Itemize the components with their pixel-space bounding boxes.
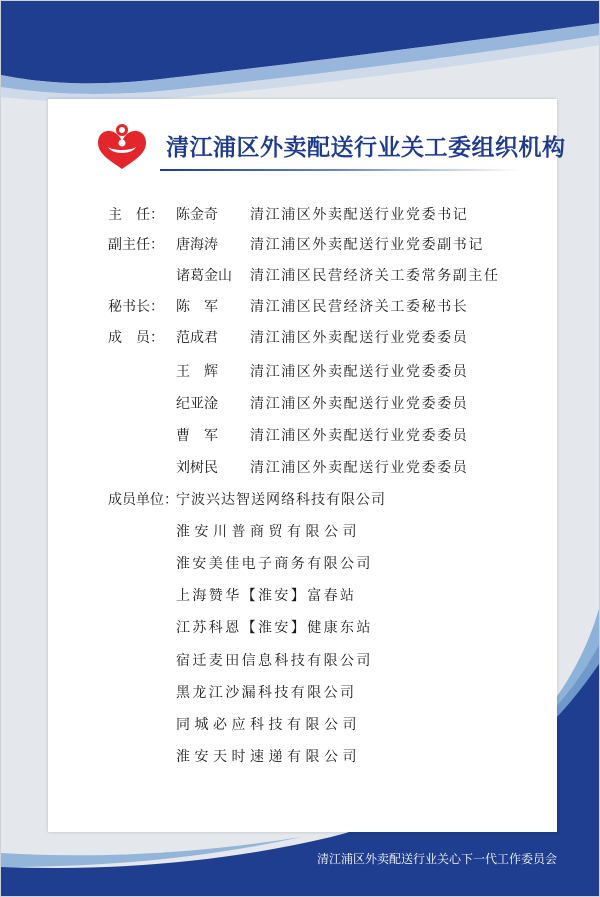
member-name: 陈金奇 [176, 207, 218, 223]
member-row [48, 393, 557, 415]
unit-row [48, 746, 557, 768]
member-unit: 上海赞华【淮安】富春站 [176, 588, 357, 604]
unit-row [48, 682, 557, 704]
unit-row [48, 489, 557, 511]
member-row [48, 234, 557, 256]
member-unit: 淮安美佳电子商务有限公司 [176, 556, 373, 572]
member-position: 清江浦区外卖配送行业党委委员 [250, 428, 469, 444]
unit-row [48, 553, 557, 575]
unit-row [48, 521, 557, 543]
member-position: 清江浦区外卖配送行业党委副书记 [250, 237, 484, 253]
member-position: 清江浦区外卖配送行业党委委员 [250, 364, 469, 380]
member-position: 清江浦区民营经济关工委秘书长 [250, 299, 469, 315]
unit-row [48, 617, 557, 639]
member-name: 唐海涛 [176, 237, 218, 253]
member-role: 成 员： [108, 330, 164, 346]
member-position: 清江浦区外卖配送行业党委委员 [250, 396, 469, 412]
member-row [48, 327, 557, 349]
member-row [48, 457, 557, 479]
member-unit: 宁波兴达智送网络科技有限公司 [176, 492, 386, 508]
member-unit: 宿迁麦田信息科技有限公司 [176, 653, 373, 669]
member-position: 清江浦区外卖配送行业党委委员 [250, 460, 469, 476]
member-row [48, 296, 557, 318]
member-role: 主 任： [108, 207, 164, 223]
member-name: 曹 军 [176, 428, 218, 444]
member-role: 副主任： [108, 237, 164, 253]
member-name: 王 辉 [176, 364, 218, 380]
member-position: 清江浦区外卖配送行业党委书记 [250, 207, 469, 223]
member-name: 范成君 [176, 330, 218, 346]
member-row [48, 204, 557, 226]
member-name: 陈 军 [176, 299, 218, 315]
member-row [48, 265, 557, 287]
page-title: 清江浦区外卖配送行业关工委组织机构 [166, 135, 566, 161]
member-role: 秘书长： [108, 299, 164, 315]
member-name: 诸葛金山 [176, 268, 232, 284]
member-position: 清江浦区外卖配送行业党委委员 [250, 330, 469, 346]
unit-row [48, 650, 557, 672]
member-unit: 黑龙江沙漏科技有限公司 [176, 685, 357, 701]
member-name: 纪亚淦 [176, 396, 218, 412]
member-row [48, 425, 557, 447]
units-label: 成员单位： [108, 492, 178, 508]
member-unit: 淮安川普商贸有限公司 [176, 524, 361, 540]
member-row [48, 361, 557, 383]
member-unit: 同城必应科技有限公司 [176, 717, 361, 733]
unit-row [48, 585, 557, 607]
member-name: 刘树民 [176, 460, 218, 476]
member-unit: 淮安天时速递有限公司 [176, 749, 361, 765]
member-list [48, 99, 557, 799]
unit-row [48, 714, 557, 736]
member-unit: 江苏科恩【淮安】健康东站 [176, 620, 373, 636]
member-position: 清江浦区民营经济关工委常务副主任 [250, 268, 500, 284]
content-card [48, 99, 566, 832]
footer-organization: 清江浦区外卖配送行业关心下一代工作委员会 [316, 852, 557, 866]
